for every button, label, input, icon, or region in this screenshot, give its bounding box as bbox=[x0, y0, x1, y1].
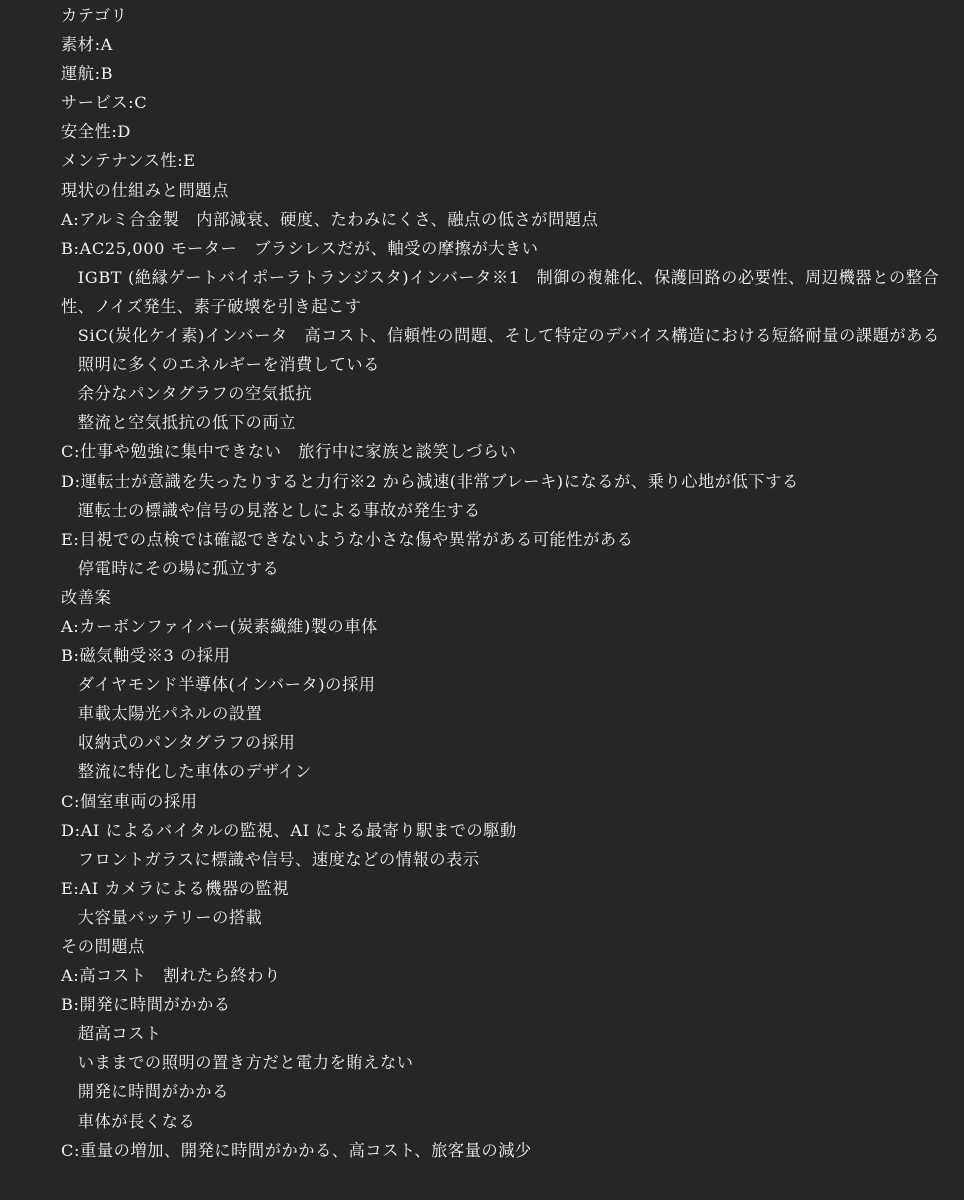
text-line: 整流に特化した車体のデザイン bbox=[61, 762, 312, 782]
text-line: 大容量バッテリーの搭載 bbox=[61, 907, 263, 927]
text-line: その問題点 bbox=[61, 937, 145, 956]
text-line: A:アルミ合金製 内部減衰、硬度、たわみにくさ、融点の低さが問題点 bbox=[61, 209, 599, 229]
text-line: A:カーボンファイバー(炭素繊維)製の車体 bbox=[61, 616, 378, 636]
text-line: 車体が長くなる bbox=[61, 1111, 196, 1131]
text-line: フロントガラスに標識や信号、速度などの情報の表示 bbox=[61, 849, 480, 869]
text-line: 運航:B bbox=[61, 64, 114, 84]
text-line: C:個室車両の採用 bbox=[61, 791, 198, 811]
text-line: C:仕事や勉強に集中できない 旅行中に家族と談笑しづらい bbox=[61, 442, 517, 462]
text-line: D:運転士が意識を失ったりすると力行※2 から減速(非常ブレーキ)になるが、乗り心地が低下する bbox=[61, 471, 799, 491]
document-body bbox=[61, 1, 941, 1165]
text-line: C:重量の増加、開発に時間がかかる、高コスト、旅客量の減少 bbox=[61, 1140, 532, 1160]
text-line: E:目視での点検では確認できないような小さな傷や異常がある可能性がある bbox=[61, 529, 634, 549]
text-line: B:開発に時間がかかる bbox=[61, 995, 231, 1015]
text-line: 超高コスト bbox=[61, 1024, 162, 1044]
text-line: 整流と空気抵抗の低下の両立 bbox=[61, 413, 297, 433]
text-line: 車載太陽光パネルの設置 bbox=[61, 704, 263, 724]
text-line: 現状の仕組みと問題点 bbox=[61, 180, 229, 200]
text-line: カテゴリ bbox=[61, 6, 128, 25]
text-line: B:磁気軸受※3 の採用 bbox=[61, 646, 231, 666]
text-line: D:AI によるバイタルの監視、AI による最寄り駅までの駆動 bbox=[61, 820, 517, 840]
text-line: サービス:C bbox=[61, 93, 148, 113]
text-line: 照明に多くのエネルギーを消費している bbox=[61, 355, 380, 375]
text-line: 素材:A bbox=[61, 35, 113, 55]
text-line: IGBT (絶縁ゲートバイポーラトランジスタ)インバータ※1 制御の複雑化、保護回路の必要性、周辺機器との整合性、ノイズ発生、素子破壊を引き起こす bbox=[61, 267, 940, 316]
text-line: 停電時にその場に孤立する bbox=[61, 558, 280, 578]
text-line: 余分なパンタグラフの空気抵抗 bbox=[61, 384, 313, 404]
text-line: A:高コスト 割れたら終わり bbox=[61, 966, 281, 986]
text-line: 改善案 bbox=[61, 587, 112, 607]
text-line: いままでの照明の置き方だと電力を賄えない bbox=[61, 1053, 414, 1073]
text-line: 収納式のパンタグラフの採用 bbox=[61, 733, 296, 753]
text-line: 開発に時間がかかる bbox=[61, 1082, 229, 1102]
text-line: 安全性:D bbox=[61, 122, 131, 142]
text-line: E:AI カメラによる機器の監視 bbox=[61, 878, 290, 898]
text-line: ダイヤモンド半導体(インバータ)の採用 bbox=[61, 675, 376, 695]
text-line: 運転士の標識や信号の見落としによる事故が発生する bbox=[61, 500, 481, 520]
text-line: メンテナンス性:E bbox=[61, 151, 196, 171]
text-line: SiC(炭化ケイ素)インバータ 高コスト、信頼性の問題、そして特定のデバイス構造における短絡耐量の課題がある bbox=[61, 326, 940, 346]
text-line: B:AC25,000 モーター ブラシレスだが、軸受の摩擦が大きい bbox=[61, 238, 539, 258]
